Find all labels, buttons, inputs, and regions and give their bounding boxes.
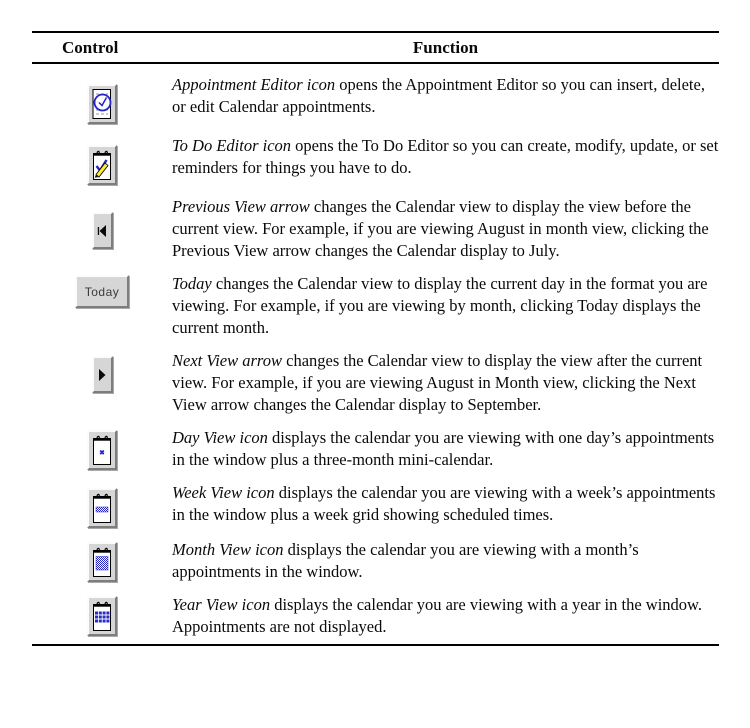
row-lead-term: Next View arrow	[172, 351, 282, 370]
row-description-text: opens the To Do Editor so you can create, modify, update, or set reminders for things you have to do.	[172, 136, 719, 177]
table-row	[32, 482, 719, 528]
table-row	[32, 350, 719, 416]
table-row	[32, 196, 719, 262]
row-description	[172, 135, 719, 185]
table-row	[32, 273, 719, 339]
row-description	[172, 196, 719, 262]
row-description	[172, 594, 719, 638]
row-lead-term: Today	[172, 274, 212, 293]
previous-view-arrow	[92, 212, 113, 249]
row-description	[172, 482, 719, 528]
table-row	[32, 594, 719, 638]
row-lead-term: To Do Editor icon	[172, 136, 292, 155]
today-button: Today	[75, 275, 129, 308]
row-lead-term: Appointment Editor icon	[172, 75, 336, 94]
table-header	[32, 33, 719, 64]
row-lead-term: Year View icon	[172, 595, 271, 614]
row-description	[172, 74, 719, 124]
row-description-text: changes the Calendar view to display the view before the current view. For example, if you are viewing August in month view, clicking the Previous View arrow changes the Calendar display to July.	[172, 197, 709, 260]
row-description	[172, 539, 719, 583]
day-view-icon	[87, 430, 117, 470]
controls-table	[32, 31, 719, 646]
todo-editor-icon	[87, 145, 117, 185]
week-view-icon	[87, 488, 117, 528]
row-description-text: opens the Appointment Editor so you can insert, delete, or edit Calendar appointments.	[172, 75, 705, 116]
year-view-icon	[87, 596, 117, 636]
month-view-icon	[87, 542, 117, 582]
table-row	[32, 74, 719, 124]
row-description-text: displays the calendar you are viewing with a year in the window. Appointments are not displayed.	[172, 595, 703, 636]
row-description-text: changes the Calendar view to display the view after the current view. For example, if you are viewing August in Month view, clicking the Next View arrow changes the Calendar display to September.	[172, 351, 703, 414]
row-description	[172, 427, 719, 471]
row-description-text: changes the Calendar view to display the current day in the format you are viewing. For example, if you are viewing by month, clicking Today displays the current month.	[172, 274, 708, 337]
row-description-text: displays the calendar you are viewing with a month’s appointments in the window.	[172, 540, 639, 581]
table-row	[32, 427, 719, 471]
table-body	[32, 64, 719, 644]
next-view-arrow	[92, 356, 113, 393]
appointment-editor-icon	[87, 84, 117, 124]
row-description	[172, 273, 719, 339]
row-lead-term: Week View icon	[172, 483, 275, 502]
row-description-text: displays the calendar you are viewing with a week’s appointments in the window plus a week grid showing scheduled times.	[172, 483, 716, 524]
row-description-text: displays the calendar you are viewing with one day’s appointments in the window plus a three-month mini-calendar.	[172, 428, 715, 469]
table-row	[32, 539, 719, 583]
row-lead-term: Day View icon	[172, 428, 268, 447]
column-header-function: Function	[412, 37, 479, 57]
table-row	[32, 135, 719, 185]
row-lead-term: Month View icon	[172, 540, 284, 559]
column-header-control: Control	[62, 37, 119, 57]
row-lead-term: Previous View arrow	[172, 197, 310, 216]
row-description	[172, 350, 719, 416]
